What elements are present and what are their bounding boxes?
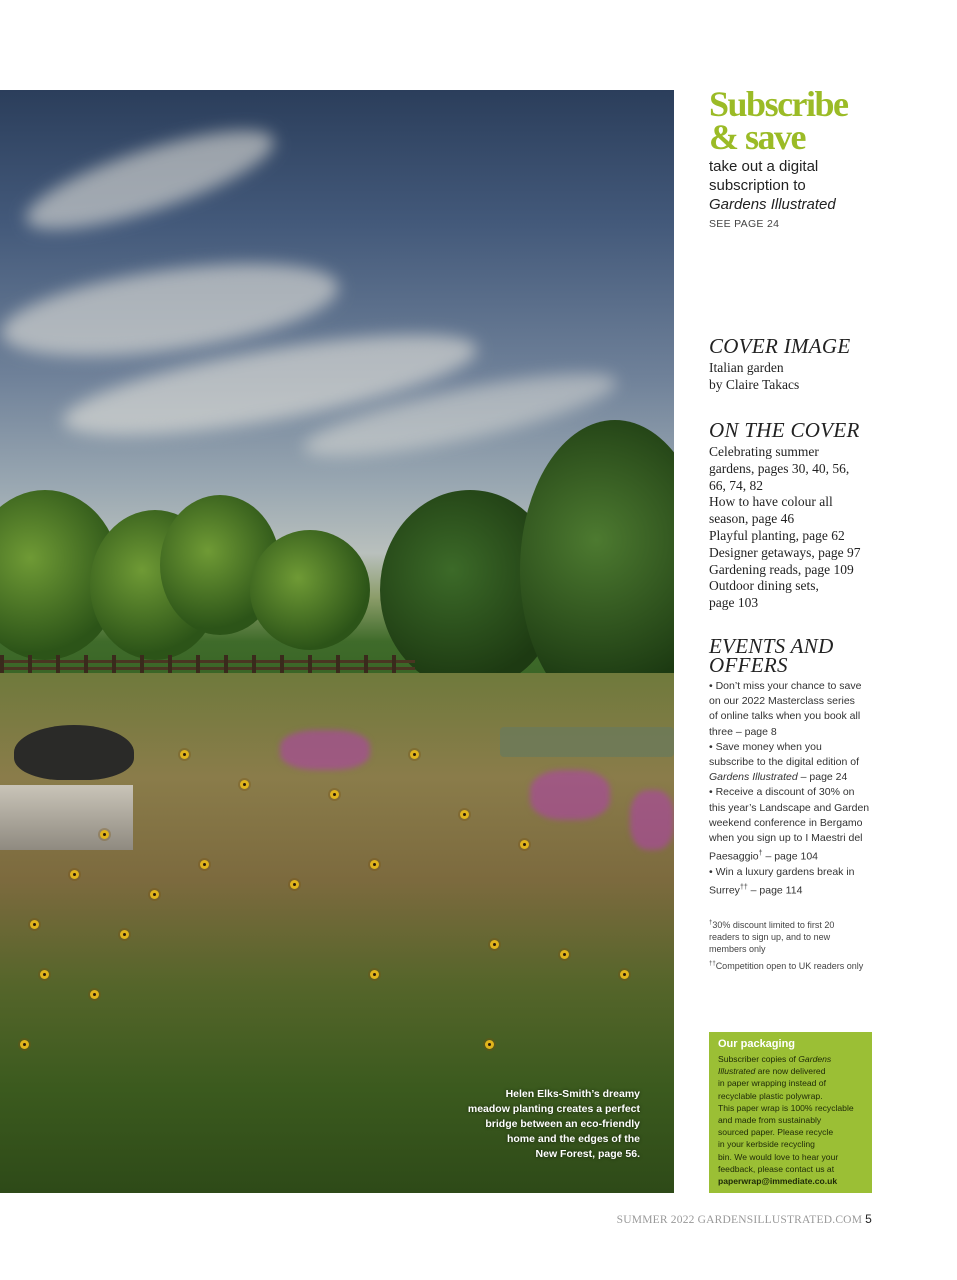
flower bbox=[200, 860, 209, 869]
footnote-mark: †† bbox=[709, 961, 716, 967]
caption-line: bridge between an eco-friendly bbox=[485, 1118, 640, 1130]
flower bbox=[20, 1040, 29, 1049]
flower bbox=[370, 970, 379, 979]
flower bbox=[490, 940, 499, 949]
footnote-line: Competition open to UK readers only bbox=[715, 961, 864, 971]
packaging-text: Subscriber copies of bbox=[718, 1054, 799, 1064]
cover-image-credit bbox=[709, 360, 874, 394]
caption-line: Helen Elks-Smith’s dreamy bbox=[505, 1088, 640, 1100]
packaging-line bbox=[718, 1053, 864, 1065]
cloud bbox=[17, 111, 283, 248]
events-heading-line: EVENTS AND bbox=[709, 634, 834, 658]
stone-bench bbox=[0, 785, 133, 850]
cover-line: Playful planting, page 62 bbox=[709, 527, 845, 543]
magazine-title: Illustrated bbox=[718, 1066, 756, 1077]
flower bbox=[240, 780, 249, 789]
purple-flowers bbox=[530, 770, 610, 820]
subscribe-text bbox=[709, 157, 879, 214]
footnote-mark: † bbox=[709, 920, 713, 926]
subscribe-heading bbox=[709, 84, 869, 157]
packaging-line: feedback, please contact us at bbox=[718, 1163, 835, 1174]
cover-line: Gardening reads, page 109 bbox=[709, 561, 854, 577]
packaging-line bbox=[718, 1065, 864, 1077]
event-line: subscribe to the digital edition of bbox=[709, 756, 860, 769]
cover-line: season, page 46 bbox=[709, 511, 795, 527]
packaging-title: Our packaging bbox=[718, 1038, 796, 1050]
cover-line: 66, 74, 82 bbox=[709, 477, 763, 493]
flower bbox=[290, 880, 299, 889]
subscribe-heading-line: & save bbox=[709, 117, 805, 157]
flower bbox=[620, 970, 629, 979]
cover-line: Outdoor dining sets, bbox=[709, 578, 819, 594]
caption-line: meadow planting creates a perfect bbox=[467, 1103, 640, 1115]
folio-text: SUMMER 2022 GARDENSILLUSTRATED.COM bbox=[616, 1214, 863, 1226]
flower bbox=[30, 920, 39, 929]
flower bbox=[90, 990, 99, 999]
cover-line: Celebrating summer bbox=[709, 444, 819, 459]
sculpture-bowl bbox=[14, 725, 134, 780]
footnote bbox=[709, 958, 874, 972]
pond bbox=[500, 727, 674, 757]
event-line: three – page 8 bbox=[709, 725, 777, 738]
flower bbox=[560, 950, 569, 959]
packaging-line: This paper wrap is 100% recyclable bbox=[718, 1102, 854, 1113]
on-the-cover-heading: ON THE COVER bbox=[709, 418, 860, 442]
footnote-line: 30% discount limited to first 20 bbox=[712, 920, 835, 930]
event-line bbox=[709, 770, 874, 785]
page-folio bbox=[617, 1212, 872, 1226]
flower bbox=[330, 790, 339, 799]
wooden-fence bbox=[0, 655, 415, 673]
flower bbox=[180, 750, 189, 759]
caption-line: New Forest, page 56. bbox=[535, 1148, 640, 1160]
magazine-title: Gardens Illustrated bbox=[709, 196, 836, 213]
flower bbox=[40, 970, 49, 979]
cover-image-heading: COVER IMAGE bbox=[709, 334, 851, 358]
caption-line: home and the edges of the bbox=[506, 1133, 640, 1145]
packaging-line: recyclable plastic polywrap. bbox=[718, 1090, 823, 1101]
event-page-ref: – page 114 bbox=[747, 884, 803, 897]
cover-line: page 103 bbox=[709, 595, 759, 611]
event-text: Paesaggio bbox=[709, 850, 759, 863]
flower bbox=[520, 840, 529, 849]
footnote-mark: † bbox=[758, 850, 763, 858]
subscribe-heading-line: Subscribe bbox=[709, 84, 848, 124]
packaging-line: in your kerbside recycling bbox=[718, 1139, 815, 1150]
event-line: weekend conference in Bergamo bbox=[709, 816, 863, 829]
event-line: • Don’t miss your chance to save bbox=[709, 680, 862, 692]
event-line: when you sign up to I Maestri del bbox=[709, 832, 863, 845]
tree bbox=[250, 530, 370, 650]
purple-flowers bbox=[630, 790, 674, 850]
event-line bbox=[709, 880, 874, 899]
flower bbox=[150, 890, 159, 899]
packaging-email-link[interactable]: paperwrap@immediate.co.uk bbox=[718, 1176, 838, 1187]
cover-line: gardens, pages 30, 40, 56, bbox=[709, 460, 850, 476]
event-line: • Save money when you bbox=[709, 740, 822, 753]
magazine-title: Gardens bbox=[798, 1054, 832, 1064]
subscribe-text-line: take out a digital bbox=[709, 158, 819, 175]
footnote-mark: †† bbox=[739, 884, 748, 892]
footnote bbox=[709, 917, 874, 955]
event-page-ref: – page 104 bbox=[762, 850, 818, 863]
flower bbox=[370, 860, 379, 869]
event-line: • Receive a discount of 30% on bbox=[709, 786, 855, 799]
packaging-body bbox=[718, 1053, 864, 1187]
footnote-line: members only bbox=[709, 944, 766, 954]
flower bbox=[120, 930, 129, 939]
magazine-title: Gardens Illustrated bbox=[709, 771, 798, 784]
packaging-line: bin. We would love to hear your bbox=[718, 1151, 839, 1162]
packaging-line: and made from sustainably bbox=[718, 1115, 822, 1126]
flower bbox=[460, 810, 469, 819]
footnote-line: readers to sign up, and to new bbox=[709, 932, 831, 942]
cover-line: How to have colour all bbox=[709, 494, 833, 510]
event-page-ref: – page 24 bbox=[797, 771, 848, 784]
packaging-line: sourced paper. Please recycle bbox=[718, 1127, 834, 1138]
see-page-link[interactable]: SEE PAGE 24 bbox=[709, 218, 780, 230]
event-line: on our 2022 Masterclass series bbox=[709, 695, 855, 708]
flower bbox=[410, 750, 419, 759]
packaging-text: are now delivered bbox=[755, 1066, 826, 1077]
packaging-line: in paper wrapping instead of bbox=[718, 1078, 826, 1089]
event-line bbox=[709, 846, 874, 865]
footnotes bbox=[709, 917, 874, 975]
cover-line: Designer getaways, page 97 bbox=[709, 544, 861, 560]
credit-line: Italian garden bbox=[709, 360, 784, 375]
photo-caption bbox=[455, 1087, 640, 1162]
packaging-box bbox=[709, 1032, 872, 1193]
flower bbox=[485, 1040, 494, 1049]
purple-flowers bbox=[280, 730, 370, 770]
flower bbox=[70, 870, 79, 879]
events-heading-line: OFFERS bbox=[709, 653, 788, 677]
event-text: Surrey bbox=[709, 884, 740, 897]
on-the-cover-list bbox=[709, 444, 874, 612]
events-heading bbox=[709, 634, 834, 677]
events-list bbox=[709, 679, 874, 899]
credit-line: by Claire Takacs bbox=[709, 376, 800, 392]
flower bbox=[100, 830, 109, 839]
page-number: 5 bbox=[865, 1212, 872, 1226]
subscribe-text-line: subscription to bbox=[709, 177, 806, 194]
event-line: • Win a luxury gardens break in bbox=[709, 865, 855, 878]
event-line: of online talks when you book all bbox=[709, 710, 861, 723]
event-line: this year’s Landscape and Garden bbox=[709, 801, 870, 814]
meadow-garden-photo bbox=[0, 90, 674, 1193]
